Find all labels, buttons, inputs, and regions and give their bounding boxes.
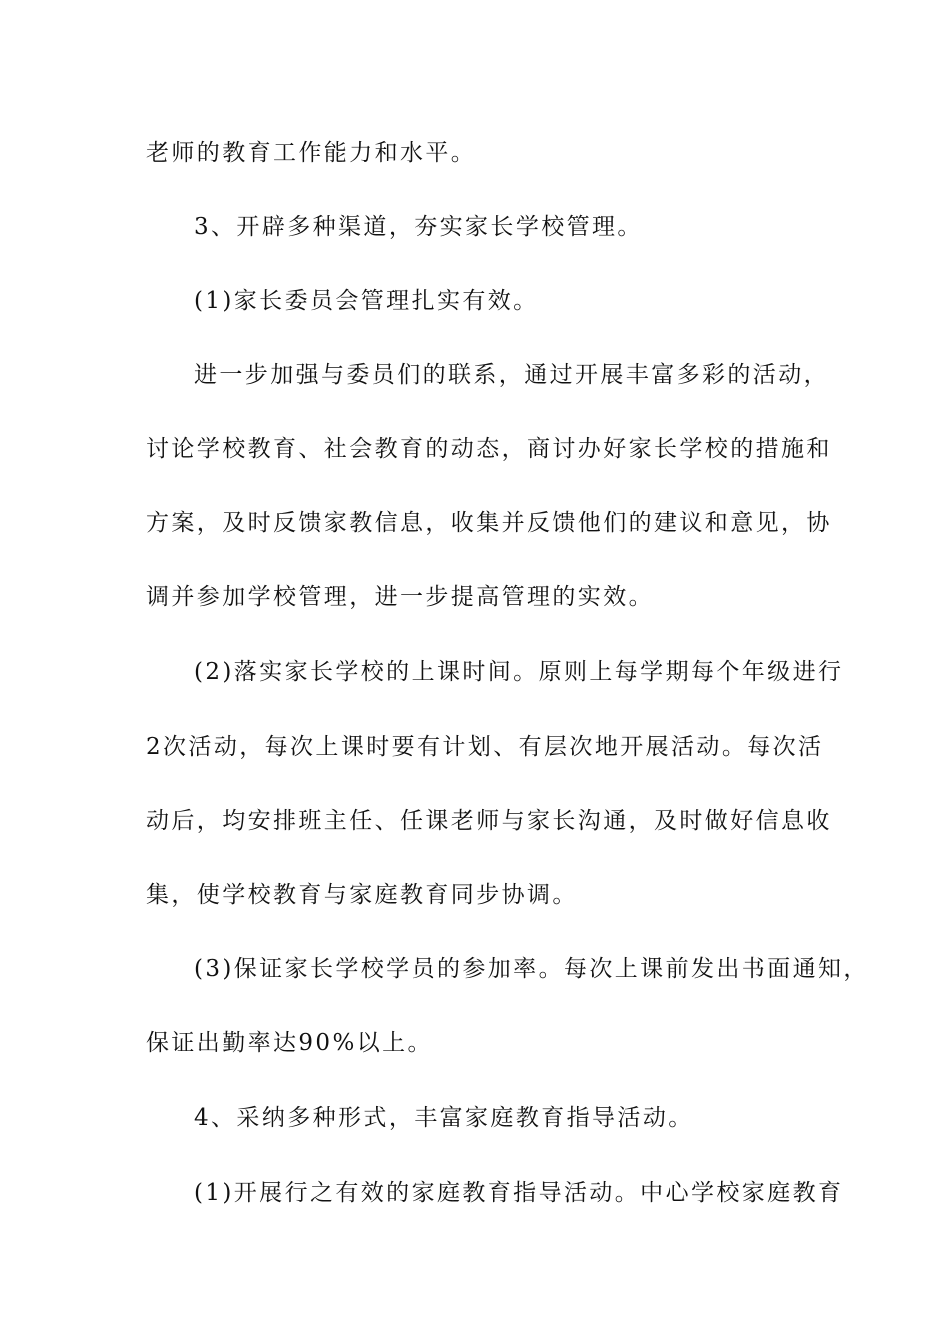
text-line: (1)开展行之有效的家庭教育指导活动。中心学校家庭教育 (194, 1180, 844, 1206)
text-line: (3)保证家长学校学员的参加率。每次上课前发出书面通知， (194, 956, 869, 982)
text-line: 2次活动，每次上课时要有计划、有层次地开展活动。每次活 (146, 734, 824, 760)
text-line: 进一步加强与委员们的联系，通过开展丰富多彩的活动， (194, 362, 829, 388)
section-heading: 3、开辟多种渠道，夯实家长学校管理。 (194, 214, 643, 240)
text-line: 保证出勤率达90%以上。 (146, 1030, 433, 1056)
section-heading: 4、采纳多种形式，丰富家庭教育指导活动。 (194, 1105, 694, 1131)
subsection-heading: (1)家长委员会管理扎实有效。 (194, 288, 539, 314)
text-line: 调并参加学校管理，进一步提高管理的实效。 (146, 584, 654, 610)
text-line: (2)落实家长学校的上课时间。原则上每学期每个年级进行 (194, 659, 844, 685)
text-line: 方案，及时反馈家教信息，收集并反馈他们的建议和意见，协 (146, 510, 832, 536)
text-line: 讨论学校教育、社会教育的动态，商讨办好家长学校的措施和 (146, 436, 832, 462)
text-line: 集，使学校教育与家庭教育同步协调。 (146, 882, 578, 908)
text-line: 老师的教育工作能力和水平。 (146, 140, 477, 166)
text-line: 动后，均安排班主任、任课老师与家长沟通，及时做好信息收 (146, 808, 832, 834)
